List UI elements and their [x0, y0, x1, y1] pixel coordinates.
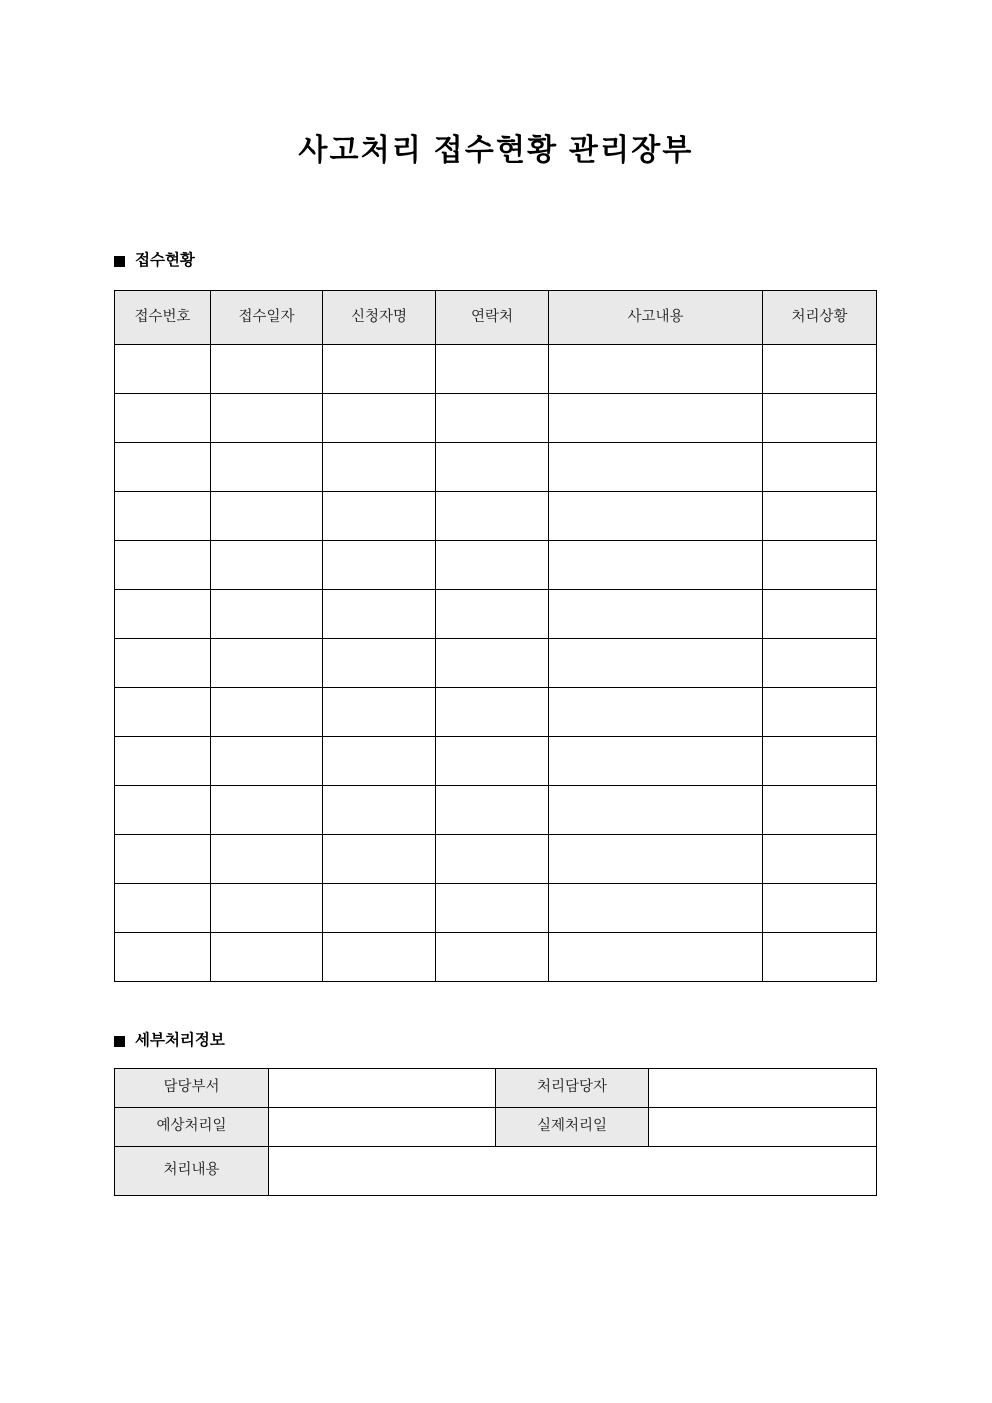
cell-receipt-date[interactable] [211, 541, 323, 590]
label-actual-date: 실제처리일 [496, 1108, 649, 1147]
cell-receipt-date[interactable] [211, 835, 323, 884]
cell-accident-detail[interactable] [549, 786, 763, 835]
cell-receipt-date[interactable] [211, 443, 323, 492]
cell-receipt-number[interactable] [115, 786, 211, 835]
reception-table-body [115, 345, 877, 982]
cell-applicant-name[interactable] [323, 541, 436, 590]
cell-receipt-date[interactable] [211, 786, 323, 835]
detail-processing-info-table [114, 1068, 877, 1196]
cell-applicant-name[interactable] [323, 884, 436, 933]
cell-receipt-date[interactable] [211, 688, 323, 737]
section-heading-detail [114, 1030, 225, 1052]
cell-applicant-name[interactable] [323, 933, 436, 982]
cell-accident-detail[interactable] [549, 737, 763, 786]
cell-receipt-number[interactable] [115, 737, 211, 786]
cell-accident-detail[interactable] [549, 835, 763, 884]
field-expected-date-value[interactable] [269, 1108, 496, 1147]
cell-receipt-date[interactable] [211, 933, 323, 982]
cell-receipt-number[interactable] [115, 884, 211, 933]
cell-process-status[interactable] [763, 639, 877, 688]
cell-process-status[interactable] [763, 394, 877, 443]
cell-contact[interactable] [436, 688, 549, 737]
reception-status-table [114, 290, 877, 982]
table-row [115, 933, 877, 982]
cell-process-status[interactable] [763, 688, 877, 737]
cell-contact[interactable] [436, 639, 549, 688]
column-header-applicant-name: 신청자명 [323, 291, 436, 345]
cell-receipt-number[interactable] [115, 835, 211, 884]
cell-contact[interactable] [436, 590, 549, 639]
table-row [115, 345, 877, 394]
cell-process-status[interactable] [763, 884, 877, 933]
cell-contact[interactable] [436, 443, 549, 492]
cell-accident-detail[interactable] [549, 345, 763, 394]
section-heading-reception [114, 250, 195, 272]
table-row [115, 443, 877, 492]
cell-receipt-date[interactable] [211, 492, 323, 541]
column-header-accident-detail: 사고내용 [549, 291, 763, 345]
column-header-receipt-date: 접수일자 [211, 291, 323, 345]
cell-contact[interactable] [436, 394, 549, 443]
cell-receipt-date[interactable] [211, 737, 323, 786]
cell-process-status[interactable] [763, 345, 877, 394]
cell-receipt-date[interactable] [211, 590, 323, 639]
cell-accident-detail[interactable] [549, 492, 763, 541]
cell-receipt-number[interactable] [115, 492, 211, 541]
field-process-content-value[interactable] [269, 1147, 877, 1196]
label-process-content: 처리내용 [115, 1147, 269, 1196]
cell-applicant-name[interactable] [323, 492, 436, 541]
field-actual-date-value[interactable] [649, 1108, 877, 1147]
cell-accident-detail[interactable] [549, 688, 763, 737]
cell-contact[interactable] [436, 541, 549, 590]
section-heading-reception-label: 접수현황 [135, 252, 195, 269]
cell-applicant-name[interactable] [323, 737, 436, 786]
cell-receipt-date[interactable] [211, 884, 323, 933]
cell-applicant-name[interactable] [323, 786, 436, 835]
cell-accident-detail[interactable] [549, 541, 763, 590]
cell-contact[interactable] [436, 884, 549, 933]
cell-receipt-date[interactable] [211, 639, 323, 688]
cell-applicant-name[interactable] [323, 835, 436, 884]
filled-square-bullet-icon [114, 256, 125, 267]
label-handler: 처리담당자 [496, 1069, 649, 1108]
table-row-department [115, 1069, 877, 1108]
cell-receipt-number[interactable] [115, 639, 211, 688]
cell-process-status[interactable] [763, 835, 877, 884]
table-row [115, 590, 877, 639]
field-handler-value[interactable] [649, 1069, 877, 1108]
cell-process-status[interactable] [763, 933, 877, 982]
label-expected-date: 예상처리일 [115, 1108, 269, 1147]
cell-contact[interactable] [436, 492, 549, 541]
table-row [115, 737, 877, 786]
table-row [115, 786, 877, 835]
cell-process-status[interactable] [763, 492, 877, 541]
cell-contact[interactable] [436, 737, 549, 786]
filled-square-bullet-icon [114, 1036, 125, 1047]
cell-accident-detail[interactable] [549, 590, 763, 639]
cell-contact[interactable] [436, 835, 549, 884]
cell-process-status[interactable] [763, 737, 877, 786]
cell-applicant-name[interactable] [323, 443, 436, 492]
cell-receipt-number[interactable] [115, 933, 211, 982]
cell-applicant-name[interactable] [323, 345, 436, 394]
cell-process-status[interactable] [763, 590, 877, 639]
cell-accident-detail[interactable] [549, 443, 763, 492]
page-title: 사고처리 접수현황 관리장부 [298, 134, 694, 167]
cell-process-status[interactable] [763, 541, 877, 590]
cell-receipt-number[interactable] [115, 394, 211, 443]
table-row [115, 394, 877, 443]
cell-applicant-name[interactable] [323, 688, 436, 737]
label-department: 담당부서 [115, 1069, 269, 1108]
section-heading-detail-label: 세부처리정보 [135, 1032, 225, 1049]
table-row [115, 688, 877, 737]
table-row [115, 639, 877, 688]
cell-applicant-name[interactable] [323, 590, 436, 639]
cell-receipt-number[interactable] [115, 590, 211, 639]
cell-contact[interactable] [436, 786, 549, 835]
cell-contact[interactable] [436, 345, 549, 394]
cell-applicant-name[interactable] [323, 394, 436, 443]
column-header-contact: 연락처 [436, 291, 549, 345]
cell-accident-detail[interactable] [549, 884, 763, 933]
column-header-process-status: 처리상황 [763, 291, 877, 345]
table-row [115, 884, 877, 933]
table-row [115, 835, 877, 884]
cell-receipt-number[interactable] [115, 345, 211, 394]
cell-receipt-number[interactable] [115, 443, 211, 492]
table-header-row [115, 291, 877, 345]
cell-receipt-date[interactable] [211, 394, 323, 443]
cell-receipt-number[interactable] [115, 541, 211, 590]
table-row [115, 541, 877, 590]
column-header-receipt-number: 접수번호 [115, 291, 211, 345]
cell-accident-detail[interactable] [549, 394, 763, 443]
cell-process-status[interactable] [763, 443, 877, 492]
cell-receipt-date[interactable] [211, 345, 323, 394]
cell-accident-detail[interactable] [549, 933, 763, 982]
table-row-content [115, 1147, 877, 1196]
table-row [115, 492, 877, 541]
cell-applicant-name[interactable] [323, 639, 436, 688]
cell-receipt-number[interactable] [115, 688, 211, 737]
table-row-dates [115, 1108, 877, 1147]
field-department-value[interactable] [269, 1069, 496, 1108]
cell-process-status[interactable] [763, 786, 877, 835]
cell-accident-detail[interactable] [549, 639, 763, 688]
cell-contact[interactable] [436, 933, 549, 982]
